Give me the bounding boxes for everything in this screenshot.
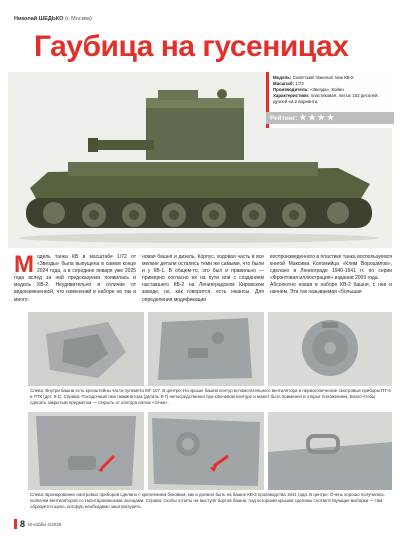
page-number: 8	[20, 519, 26, 529]
caption-1-text: Слева: Внутри башни есть кронштейны части пулемета МГ-107. В центре: На крыше башни контур вспомогательного вентилятора и перископические смотровые приборы ПТ-5 и ПТК (дет. 8-1). Справа: Посадочный люк люминатора (деталь 8-7) непосредственно при ключевом контуре и может быть применен и открыт положением. Благо чтобы сделать закрытым предметом — открыть от контура натем «точки».	[30, 388, 391, 405]
magazine-issue: М-хобби 4/2025	[28, 521, 62, 527]
byline	[14, 16, 92, 22]
model-label: Модель:	[273, 75, 292, 80]
author-name: Николай ШЕДЬКО	[14, 16, 64, 22]
page-footer	[14, 519, 61, 529]
author-location: (г. Москва)	[64, 16, 92, 22]
photo-vent-covers	[148, 412, 264, 490]
body-column-2	[142, 254, 264, 304]
rating-star-icon: ★	[326, 113, 334, 122]
body-column-1	[14, 251, 136, 304]
rating-star-icon: ★	[317, 113, 325, 122]
caption-row-2	[30, 492, 392, 510]
rating-star-icon: ★	[308, 113, 316, 122]
specs-label: Характеристики:	[273, 93, 310, 98]
article-title: Гаубица на гусеницах	[34, 30, 349, 63]
scale-label: Масштаб:	[273, 81, 295, 86]
maker-value: «Звезда», Койин	[309, 87, 344, 92]
photo-hatch	[268, 312, 392, 386]
article-body	[14, 251, 392, 304]
scale-value: 1/72	[295, 81, 304, 86]
caption-row-1	[30, 388, 392, 406]
photo-handle-brackets	[268, 412, 392, 490]
body-text-1: одель танка КВ в масштабе 1/72 от «Звезды» была выпущена в самом конце 2024 года, а в середине января уже 2025 года вслед за ней предсказуемо появилась и модель КВ-2. Неудивительно в отличие от видоизмененной, что изменений в наборе не так и много:	[14, 254, 136, 303]
rating-label: Рейтинг:	[270, 114, 298, 122]
body-text-3: воспроизведенного в пластике танка воспользуемся книгой Максима Коломийца «Клим Ворошилов», сделано в Ленинграде 1940-1941 гг. по серии «Фронтовая иллюстрация» издания 2009 года. Абсолютно новая в наборе КВ-2 башня, с нее и начнем. Эта так называемая «большая	[270, 254, 392, 296]
rating-star-icon: ★	[299, 113, 307, 122]
rating-bar	[266, 112, 394, 124]
maker-label: Производитель:	[273, 87, 309, 92]
model-value: Советский тяжелый танк КВ-2	[292, 75, 354, 80]
body-column-3	[270, 254, 392, 304]
drop-cap: М	[14, 251, 34, 278]
body-text-2: новая башня и дизель. Корпус, ходовая часть в все мелкие детали остались теми же самыми, что были и у КВ-1. В общем-то, это был и правильно — примерно согласно их на пути или с созданием наставшего КВ-2 на Ленинградском Кировском заводе, но, как говорится, есть нюансы. Для определения модификации	[142, 254, 264, 303]
photo-turret-roof	[148, 312, 264, 386]
photo-turret-interior	[28, 312, 144, 386]
photo-vision-ports	[28, 412, 144, 490]
footer-accent-bar	[14, 519, 17, 529]
caption-2-text: Слева: Бронирование смотровых приборов сделано с креплением боковым, как и должно быть на башне КВ-2 производства 1941 года. В центре: Очень хорошо получились колпачки вентиляторов со смонтированными оконцами. Справа: Скобы отлиты на выступе бортов башни, под которыми крышки сделаны соответствующие выборки — там образуется щель, которую необходимо заштукатурить.	[30, 492, 385, 509]
specs-value: пластиковая, литых 153 деталей, дуэлей на 2 варианта.	[273, 93, 379, 104]
